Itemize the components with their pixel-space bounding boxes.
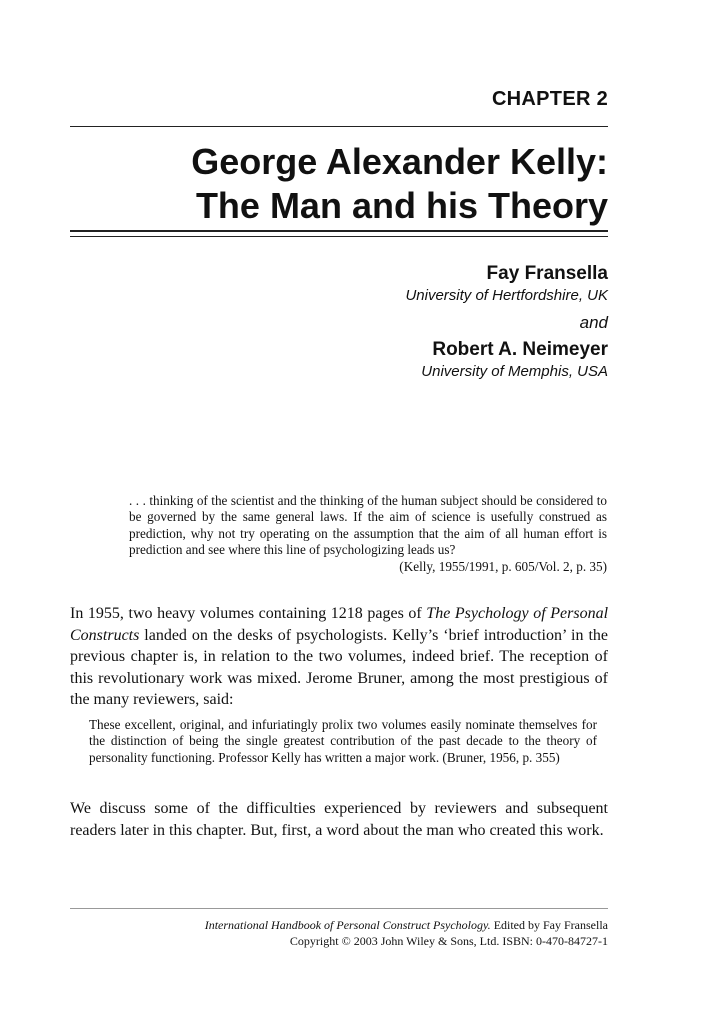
footer-copyright: Copyright © 2003 John Wiley & Sons, Ltd. ISBN: 0-470-84727-1 [289,934,608,948]
footer-book-title: International Handbook of Personal Construct Psychology. [204,918,491,932]
author-name-1: Fay Fransella [486,263,608,284]
chapter-title-line-1: George Alexander Kelly: [191,141,608,182]
footer [205,917,608,949]
paragraph-1-rest: landed on the desks of psychologists. Kelly’s ‘brief introduction’ in the previous chapter is, in relation to the two volumes, indeed brief. The reception of this revolutionary work was mixed. Jerome Bruner, among the most prestigious of the many reviewers, said: [70,626,608,708]
body-paragraph-2: We discuss some of the difficulties experienced by reviewers and subsequent readers later in this chapter. But, first, a word about the man who created this work. [70,800,608,839]
author-block [405,262,608,388]
footer-line-1 [205,917,608,933]
chapter-label: CHAPTER 2 [491,88,608,110]
chapter-title [191,140,608,228]
author-affiliation-1: University of Hertfordshire, UK [405,287,608,304]
book-title-reference: The Psychology of Personal Constructs [70,605,609,644]
footer-editor: Edited by Fay Fransella [490,918,608,932]
author-name-2: Robert A. Neimeyer [432,339,608,360]
epigraph-citation: (Kelly, 1955/1991, p. 605/Vol. 2, p. 35) [399,559,607,575]
block-quote: These excellent, original, and infuriatingly prolix two volumes easily nominate themselves for the distinction of being the single greatest contribution of the past decade to the theory of personality functioning. Professor Kelly has written a major work. (Bruner, 1956, p. 355) [89,717,597,765]
epigraph-text: . . . thinking of the scientist and the thinking of the human subject should be considered to be governed by the same general laws. If the aim of science is usefully construed as prediction, why not try operating on the assumption that the aim of all human effort is prediction and see where this line of psychologizing leads us? [129,493,607,557]
title-rule-thin [70,236,608,237]
body-paragraph-1 [70,603,608,711]
title-rule-thick [70,230,608,232]
epigraph [129,493,607,575]
chapter-title-line-2: The Man and his Theory [195,185,608,226]
header-rule [70,126,608,127]
authors-joiner: and [579,313,608,332]
paragraph-1-lead: In 1955, two heavy volumes containing 1218 pages of [70,605,427,622]
author-affiliation-2: University of Memphis, USA [421,363,608,380]
footer-rule [70,908,608,909]
